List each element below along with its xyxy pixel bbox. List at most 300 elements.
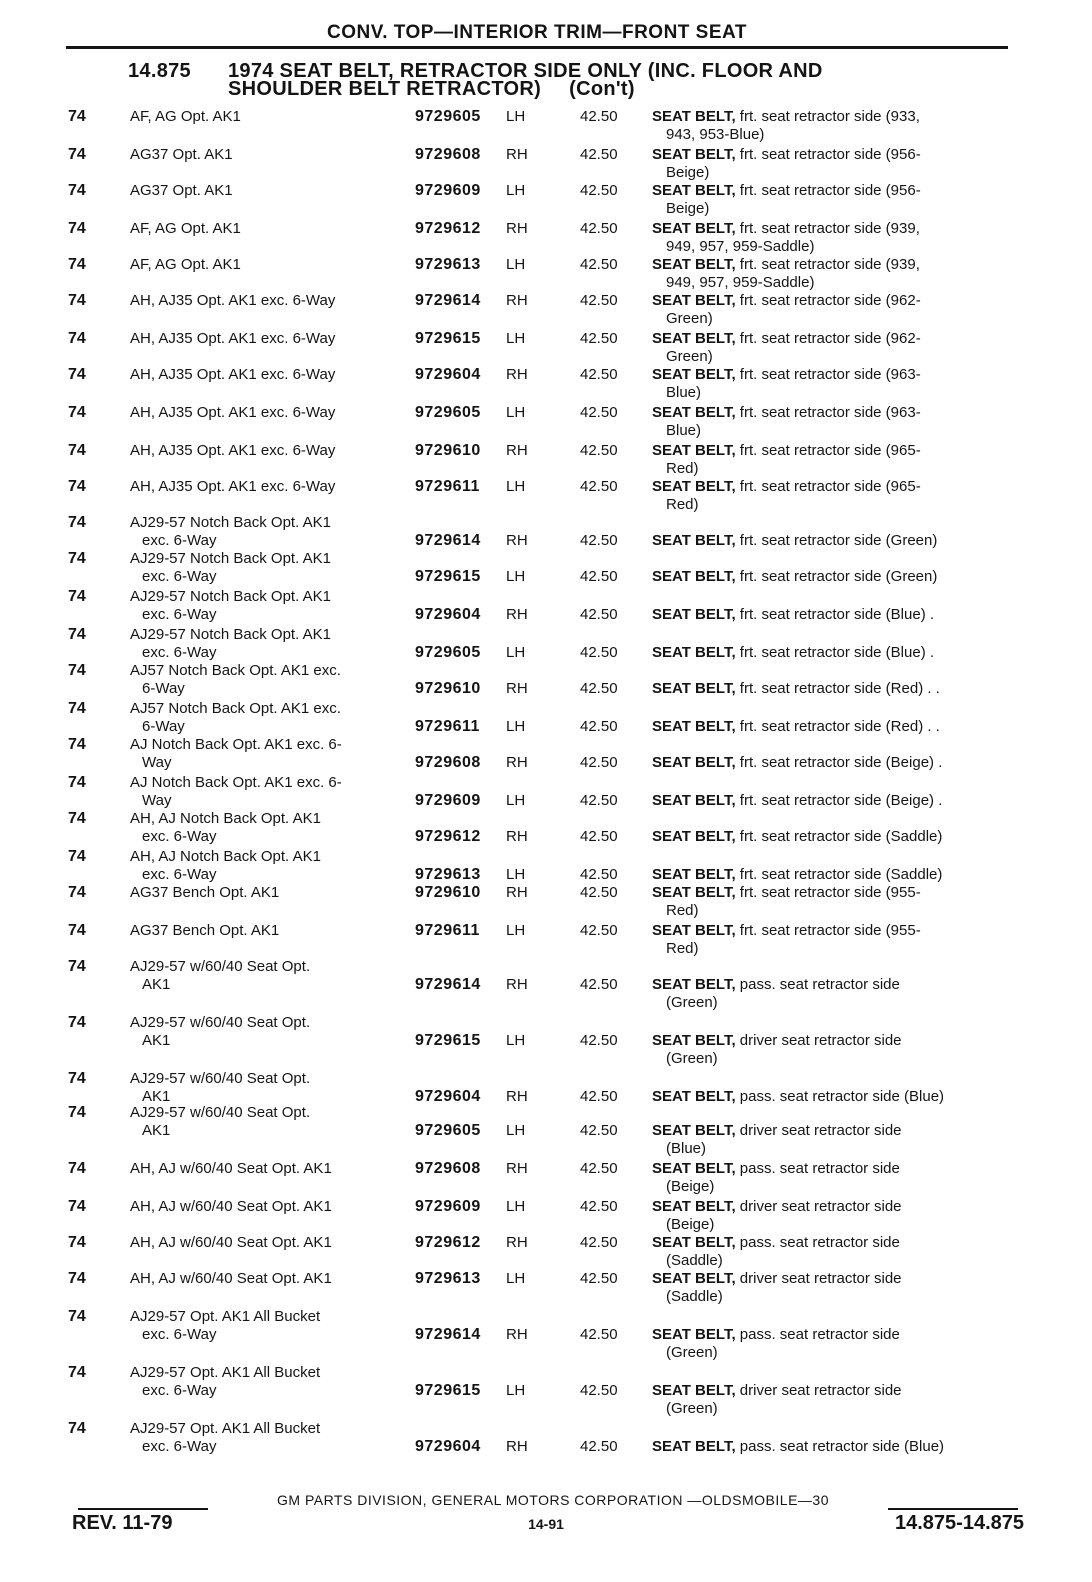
side: RH: [506, 828, 528, 845]
side: RH: [506, 292, 528, 309]
price: 42.50: [580, 532, 618, 549]
side: RH: [506, 220, 528, 237]
side: RH: [506, 884, 528, 901]
application-line1: AH, AJ w/60/40 Seat Opt. AK1: [130, 1234, 332, 1251]
description: [652, 1198, 1022, 1234]
description-bold: SEAT BELT,: [652, 1326, 736, 1343]
side: LH: [506, 718, 526, 735]
part-number: 9729613: [415, 256, 481, 273]
application-line2: exc. 6-Way: [142, 644, 217, 661]
model-year: 74: [68, 1234, 86, 1251]
description-line2: (Saddle): [666, 1288, 723, 1305]
model-year: 74: [68, 330, 86, 347]
description-bold: SEAT BELT,: [652, 792, 736, 809]
description-line2: Red): [666, 940, 699, 957]
description: [652, 866, 1022, 884]
side: LH: [506, 568, 526, 585]
application: [130, 220, 400, 238]
application-line1: AH, AJ35 Opt. AK1 exc. 6-Way: [130, 292, 336, 309]
application: [130, 774, 400, 810]
application: [130, 292, 400, 310]
part-number: 9729614: [415, 532, 481, 549]
description: [652, 256, 1022, 292]
part-number: 9729605: [415, 1122, 481, 1139]
part-number: 9729615: [415, 1382, 481, 1399]
model-year: 74: [68, 1198, 86, 1215]
application: [130, 1308, 400, 1344]
price: 42.50: [580, 292, 618, 309]
side: RH: [506, 1088, 528, 1105]
price: 42.50: [580, 884, 618, 901]
section-title-line2: SHOULDER BELT RETRACTOR): [228, 78, 542, 100]
application: [130, 810, 400, 846]
description-line2: (Green): [666, 1400, 718, 1417]
application: [130, 700, 400, 736]
price: 42.50: [580, 1234, 618, 1251]
description-line1: frt. seat retractor side (933,: [735, 108, 920, 125]
application-line2: AK1: [142, 1088, 171, 1105]
description-line1: frt. seat retractor side (956-: [735, 146, 921, 163]
model-year: 74: [68, 1104, 86, 1121]
part-number: 9729605: [415, 108, 481, 125]
description: [652, 442, 1022, 478]
model-year: 74: [68, 108, 86, 125]
description: [652, 330, 1022, 366]
application: [130, 588, 400, 624]
model-year: 74: [68, 182, 86, 199]
price: 42.50: [580, 1326, 618, 1343]
description-line1: pass. seat retractor side: [735, 1326, 900, 1343]
description: [652, 792, 1022, 810]
model-year: 74: [68, 884, 86, 901]
description-line2: Blue): [666, 422, 702, 439]
part-number: 9729609: [415, 182, 481, 199]
application-line2: exc. 6-Way: [142, 532, 217, 549]
application-line2: AK1: [142, 1032, 171, 1049]
side: RH: [506, 1438, 528, 1455]
section-title-line1: 1974 SEAT BELT, RETRACTOR SIDE ONLY (INC. FLOOR AND: [228, 60, 823, 82]
description-bold: SEAT BELT,: [652, 1270, 736, 1287]
description: [652, 1088, 1022, 1106]
part-number: 9729614: [415, 976, 481, 993]
side: RH: [506, 532, 528, 549]
description-line2: Green): [666, 348, 713, 365]
price: 42.50: [580, 1160, 618, 1177]
side: LH: [506, 1032, 526, 1049]
description-line1: driver seat retractor side: [735, 1270, 902, 1287]
application-line1: AJ29-57 Notch Back Opt. AK1: [130, 550, 331, 567]
application: [130, 550, 400, 586]
model-year: 74: [68, 700, 86, 717]
description-bold: SEAT BELT,: [652, 680, 736, 697]
price: 42.50: [580, 718, 618, 735]
description-bold: SEAT BELT,: [652, 442, 736, 459]
description-line1: frt. seat retractor side (Blue) .: [735, 606, 935, 623]
price: 42.50: [580, 680, 618, 697]
description-bold: SEAT BELT,: [652, 404, 736, 421]
description: [652, 754, 1022, 772]
application-line1: AG37 Opt. AK1: [130, 146, 233, 163]
part-number: 9729610: [415, 884, 481, 901]
part-number: 9729611: [415, 922, 480, 939]
description-line2: (Beige): [666, 1178, 715, 1195]
price: 42.50: [580, 866, 618, 883]
description-bold: SEAT BELT,: [652, 1032, 736, 1049]
side: LH: [506, 256, 526, 273]
description: [652, 532, 1022, 550]
part-number: 9729605: [415, 404, 481, 421]
side: RH: [506, 976, 528, 993]
part-number: 9729613: [415, 1270, 481, 1287]
price: 42.50: [580, 330, 618, 347]
description-bold: SEAT BELT,: [652, 478, 736, 495]
application: [130, 514, 400, 550]
description: [652, 568, 1022, 586]
description-line1: frt. seat retractor side (955-: [735, 884, 921, 901]
section-number: 14.875: [128, 60, 191, 82]
section-reference: 14.875-14.875: [894, 1512, 1024, 1534]
description-line1: frt. seat retractor side (963-: [735, 366, 921, 383]
description-line1: frt. seat retractor side (965-: [735, 478, 921, 495]
application-line2: exc. 6-Way: [142, 568, 217, 585]
description-line2: Beige): [666, 164, 710, 181]
application: [130, 848, 400, 884]
side: RH: [506, 1234, 528, 1251]
application-line1: AH, AJ35 Opt. AK1 exc. 6-Way: [130, 330, 336, 347]
description: [652, 644, 1022, 662]
side: RH: [506, 146, 528, 163]
description-line1: frt. seat retractor side (939,: [735, 220, 920, 237]
description-line1: pass. seat retractor side (Blue): [735, 1438, 945, 1455]
description: [652, 1438, 1022, 1456]
side: LH: [506, 644, 526, 661]
part-number: 9729614: [415, 1326, 481, 1343]
model-year: 74: [68, 146, 86, 163]
part-number: 9729604: [415, 606, 481, 623]
price: 42.50: [580, 478, 618, 495]
part-number: 9729608: [415, 1160, 481, 1177]
side: RH: [506, 442, 528, 459]
description-bold: SEAT BELT,: [652, 532, 736, 549]
application-line1: AF, AG Opt. AK1: [130, 256, 241, 273]
model-year: 74: [68, 514, 86, 531]
side: LH: [506, 182, 526, 199]
description: [652, 1326, 1022, 1362]
price: 42.50: [580, 644, 618, 661]
model-year: 74: [68, 1270, 86, 1287]
application: [130, 1160, 400, 1178]
description-bold: SEAT BELT,: [652, 108, 736, 125]
page-footer: [66, 1488, 1026, 1548]
part-number: 9729611: [415, 718, 480, 735]
application: [130, 1198, 400, 1216]
price: 42.50: [580, 828, 618, 845]
application-line2: 6-Way: [142, 718, 185, 735]
description-bold: SEAT BELT,: [652, 644, 736, 661]
application-line1: AJ29-57 w/60/40 Seat Opt.: [130, 1070, 311, 1087]
application: [130, 662, 400, 698]
application-line1: AJ57 Notch Back Opt. AK1 exc.: [130, 662, 341, 679]
price: 42.50: [580, 442, 618, 459]
application: [130, 958, 400, 994]
application-line1: AJ29-57 Notch Back Opt. AK1: [130, 588, 331, 605]
description-line1: frt. seat retractor side (Saddle): [735, 866, 943, 883]
side: LH: [506, 330, 526, 347]
application: [130, 1014, 400, 1050]
price: 42.50: [580, 1032, 618, 1049]
description-bold: SEAT BELT,: [652, 568, 736, 585]
description-line2: Red): [666, 460, 699, 477]
description-line2: (Green): [666, 994, 718, 1011]
side: RH: [506, 1326, 528, 1343]
description: [652, 366, 1022, 402]
page-header: CONV. TOP—INTERIOR TRIM—FRONT SEAT: [66, 20, 1008, 49]
application-line1: AH, AJ35 Opt. AK1 exc. 6-Way: [130, 442, 336, 459]
description: [652, 718, 1022, 736]
model-year: 74: [68, 220, 86, 237]
footer-corporation: GM PARTS DIVISION, GENERAL MOTORS CORPORATION —OLDSMOBILE—30: [277, 1492, 829, 1508]
model-year: 74: [68, 626, 86, 643]
description: [652, 1270, 1022, 1306]
application-line2: exc. 6-Way: [142, 1326, 217, 1343]
description: [652, 182, 1022, 218]
application-line2: exc. 6-Way: [142, 828, 217, 845]
application-line1: AF, AG Opt. AK1: [130, 108, 241, 125]
model-year: 74: [68, 256, 86, 273]
description-line1: pass. seat retractor side (Blue): [735, 1088, 945, 1105]
model-year: 74: [68, 366, 86, 383]
model-year: 74: [68, 922, 86, 939]
model-year: 74: [68, 810, 86, 827]
application-line2: AK1: [142, 976, 171, 993]
part-number: 9729612: [415, 1234, 481, 1251]
price: 42.50: [580, 1122, 618, 1139]
description: [652, 884, 1022, 920]
application-line2: Way: [142, 754, 172, 771]
price: 42.50: [580, 220, 618, 237]
description-line1: pass. seat retractor side: [735, 976, 900, 993]
side: LH: [506, 1198, 526, 1215]
application: [130, 1270, 400, 1288]
part-number: 9729605: [415, 644, 481, 661]
description-line1: frt. seat retractor side (962-: [735, 292, 921, 309]
part-number: 9729608: [415, 754, 481, 771]
price: 42.50: [580, 754, 618, 771]
description-bold: SEAT BELT,: [652, 1438, 736, 1455]
description-line1: frt. seat retractor side (Green): [735, 568, 938, 585]
description-line1: driver seat retractor side: [735, 1382, 902, 1399]
revision-label: REV. 11-79: [72, 1512, 173, 1534]
description: [652, 478, 1022, 514]
application-line1: AH, AJ35 Opt. AK1 exc. 6-Way: [130, 366, 336, 383]
description-line1: frt. seat retractor side (963-: [735, 404, 921, 421]
part-number: 9729604: [415, 1438, 481, 1455]
price: 42.50: [580, 1270, 618, 1287]
application-line2: exc. 6-Way: [142, 1382, 217, 1399]
model-year: 74: [68, 404, 86, 421]
application-line1: AJ29-57 Notch Back Opt. AK1: [130, 626, 331, 643]
side: LH: [506, 1382, 526, 1399]
model-year: 74: [68, 736, 86, 753]
description: [652, 108, 1022, 144]
part-number: 9729604: [415, 366, 481, 383]
application: [130, 366, 400, 384]
part-number: 9729608: [415, 146, 481, 163]
description-bold: SEAT BELT,: [652, 366, 736, 383]
footer-rule-right: [888, 1508, 1018, 1510]
model-year: 74: [68, 478, 86, 495]
description-bold: SEAT BELT,: [652, 330, 736, 347]
application-line1: AH, AJ w/60/40 Seat Opt. AK1: [130, 1270, 332, 1287]
description: [652, 1234, 1022, 1270]
description-line2: (Green): [666, 1050, 718, 1067]
description: [652, 146, 1022, 182]
side: LH: [506, 866, 526, 883]
description-line1: frt. seat retractor side (Saddle): [735, 828, 943, 845]
side: RH: [506, 366, 528, 383]
description-line1: frt. seat retractor side (939,: [735, 256, 920, 273]
side: LH: [506, 108, 526, 125]
description-line2: 943, 953-Blue): [666, 126, 765, 143]
application-line1: AH, AJ35 Opt. AK1 exc. 6-Way: [130, 478, 336, 495]
description-line1: frt. seat retractor side (Red) . .: [735, 718, 940, 735]
description-line2: Red): [666, 496, 699, 513]
application-line2: 6-Way: [142, 680, 185, 697]
application: [130, 626, 400, 662]
price: 42.50: [580, 568, 618, 585]
description-line1: driver seat retractor side: [735, 1198, 902, 1215]
application-line1: AG37 Bench Opt. AK1: [130, 922, 280, 939]
price: 42.50: [580, 1198, 618, 1215]
price: 42.50: [580, 182, 618, 199]
part-number: 9729615: [415, 568, 481, 585]
description-line2: 949, 957, 959-Saddle): [666, 238, 815, 255]
footer-rule-left: [78, 1508, 208, 1510]
description-bold: SEAT BELT,: [652, 718, 736, 735]
description-bold: SEAT BELT,: [652, 1088, 736, 1105]
description-line1: driver seat retractor side: [735, 1122, 902, 1139]
description-line1: frt. seat retractor side (Green): [735, 532, 938, 549]
description-bold: SEAT BELT,: [652, 256, 736, 273]
part-number: 9729610: [415, 680, 481, 697]
application: [130, 1234, 400, 1252]
description-line1: pass. seat retractor side: [735, 1234, 900, 1251]
application-line1: AJ29-57 Opt. AK1 All Bucket: [130, 1308, 321, 1325]
application: [130, 146, 400, 164]
application-line1: AJ Notch Back Opt. AK1 exc. 6-: [130, 736, 342, 753]
part-number: 9729612: [415, 220, 481, 237]
description: [652, 1032, 1022, 1068]
model-year: 74: [68, 958, 86, 975]
side: LH: [506, 792, 526, 809]
description-bold: SEAT BELT,: [652, 976, 736, 993]
model-year: 74: [68, 1070, 86, 1087]
description: [652, 1160, 1022, 1196]
model-year: 74: [68, 1308, 86, 1325]
application-line1: AH, AJ Notch Back Opt. AK1: [130, 810, 321, 827]
application: [130, 1104, 400, 1140]
description: [652, 976, 1022, 1012]
description-bold: SEAT BELT,: [652, 1198, 736, 1215]
page-number: 14-91: [528, 1516, 564, 1532]
application: [130, 478, 400, 496]
description-line2: 949, 957, 959-Saddle): [666, 274, 815, 291]
part-number: 9729615: [415, 330, 481, 347]
description-bold: SEAT BELT,: [652, 182, 736, 199]
description-bold: SEAT BELT,: [652, 1382, 736, 1399]
description-bold: SEAT BELT,: [652, 1122, 736, 1139]
model-year: 74: [68, 1364, 86, 1381]
application: [130, 404, 400, 422]
side: LH: [506, 1270, 526, 1287]
description-line1: frt. seat retractor side (Red) . .: [735, 680, 940, 697]
model-year: 74: [68, 292, 86, 309]
price: 42.50: [580, 366, 618, 383]
description-bold: SEAT BELT,: [652, 1160, 736, 1177]
description-bold: SEAT BELT,: [652, 292, 736, 309]
application: [130, 442, 400, 460]
application: [130, 1070, 400, 1106]
description-line2: Beige): [666, 200, 710, 217]
application: [130, 108, 400, 126]
part-number: 9729615: [415, 1032, 481, 1049]
description: [652, 606, 1022, 624]
part-number: 9729609: [415, 792, 481, 809]
application: [130, 884, 400, 902]
model-year: 74: [68, 1014, 86, 1031]
description: [652, 922, 1022, 958]
price: 42.50: [580, 792, 618, 809]
model-year: 74: [68, 550, 86, 567]
description-line2: Green): [666, 310, 713, 327]
description-line1: frt. seat retractor side (Beige) .: [735, 792, 943, 809]
part-number: 9729614: [415, 292, 481, 309]
application-line1: AG37 Opt. AK1: [130, 182, 233, 199]
application-line1: AH, AJ w/60/40 Seat Opt. AK1: [130, 1198, 332, 1215]
model-year: 74: [68, 662, 86, 679]
model-year: 74: [68, 442, 86, 459]
description-line1: pass. seat retractor side: [735, 1160, 900, 1177]
application-line1: AG37 Bench Opt. AK1: [130, 884, 280, 901]
side: LH: [506, 922, 526, 939]
side: RH: [506, 1160, 528, 1177]
application-line2: Way: [142, 792, 172, 809]
description: [652, 1122, 1022, 1158]
model-year: 74: [68, 588, 86, 605]
description-line2: (Blue): [666, 1140, 707, 1157]
application: [130, 736, 400, 772]
application: [130, 922, 400, 940]
part-number: 9729613: [415, 866, 481, 883]
side: LH: [506, 404, 526, 421]
application-line1: AH, AJ w/60/40 Seat Opt. AK1: [130, 1160, 332, 1177]
description-line1: frt. seat retractor side (Blue) .: [735, 644, 935, 661]
model-year: 74: [68, 774, 86, 791]
description-line2: (Saddle): [666, 1252, 723, 1269]
continued-label: (Con't): [569, 78, 635, 100]
price: 42.50: [580, 1382, 618, 1399]
description: [652, 220, 1022, 256]
description: [652, 680, 1022, 698]
description-line1: frt. seat retractor side (Beige) .: [735, 754, 943, 771]
model-year: 74: [68, 848, 86, 865]
description-line1: driver seat retractor side: [735, 1032, 902, 1049]
price: 42.50: [580, 404, 618, 421]
part-number: 9729612: [415, 828, 481, 845]
description-bold: SEAT BELT,: [652, 606, 736, 623]
price: 42.50: [580, 1438, 618, 1455]
side: RH: [506, 606, 528, 623]
